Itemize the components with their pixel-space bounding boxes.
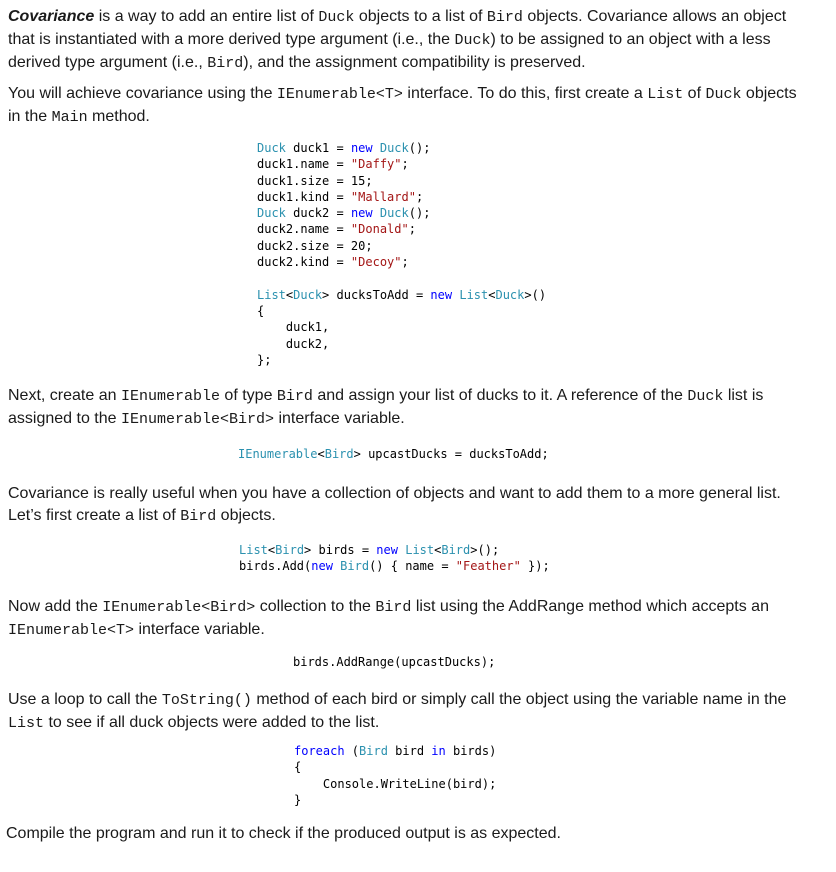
code-line: birds.AddRange(upcastDucks);	[293, 655, 496, 669]
paragraph-ienumerable-bird: Next, create an IEnumerable of type Bird and assign your list of ducks to it. A reference of the Duck list is assigned to the IEnumerable<Bird> interface variable.	[8, 387, 764, 428]
paragraph-loop: Use a loop to call the ToString() method of each bird or simply call the object using the variable name in the List to see if all duck objects were added to the list.	[8, 691, 787, 732]
code-line: duck2.kind = "Decoy";	[257, 255, 409, 270]
code-line: List<Duck> ducksToAdd = new List<Duck>()	[257, 287, 547, 302]
code-line: duck1.name = "Daffy";	[257, 157, 409, 172]
code-line: }	[294, 792, 302, 807]
code-line: duck2.size = 20;	[257, 238, 373, 253]
code-line: Duck duck2 = new Duck();	[257, 206, 431, 221]
code-block-duck-list	[257, 140, 546, 368]
code-line: IEnumerable<Bird> upcastDucks = ducksToAdd;	[238, 447, 549, 461]
code-block-foreach	[294, 743, 496, 808]
code-line: List<Bird> birds = new List<Bird>();	[239, 543, 500, 557]
paragraph-bird-list: Covariance is really useful when you have a collection of objects and want to add them to a more general list. Let’s first create a list of Bird objects.	[8, 485, 781, 525]
code-blank-line	[257, 270, 546, 286]
code-line: };	[257, 352, 272, 367]
code-block-birds	[239, 542, 550, 575]
code-line: duck2.name = "Donald";	[257, 222, 416, 237]
code-line: duck1.kind = "Mallard";	[257, 189, 424, 204]
code-line: Duck duck1 = new Duck();	[257, 141, 431, 155]
term-covariance: Covariance	[8, 8, 95, 25]
paragraph-compile: Compile the program and run it to check if the produced output is as expected.	[6, 825, 561, 842]
code-line: foreach (Bird bird in birds)	[294, 744, 497, 758]
paragraph-covariance-intro: Covariance is a way to add an entire list of Duck objects to a list of Bird objects. Covariance allows an object that is instantiated with a more derived type argument (i.e., the Duck) to be assigned to an object with a less derived type argument (i.e., Bird), and the assignment compatibility is preserved.	[8, 8, 787, 72]
code-line: {	[294, 760, 302, 775]
paragraph-addrange: Now add the IEnumerable<Bird> collection to the Bird list using the AddRange method which accepts an IEnumerable<T> interface variable.	[8, 598, 769, 639]
code-block-upcast	[238, 446, 549, 462]
code-line: {	[257, 303, 265, 318]
code-line: Console.WriteLine(bird);	[294, 776, 497, 791]
code-line: duck2,	[257, 336, 330, 351]
code-line: duck1,	[257, 320, 330, 335]
code-line: duck1.size = 15;	[257, 173, 373, 188]
paragraph-ienumerable: You will achieve covariance using the IEnumerable<T> interface. To do this, first create a List of Duck objects in the Main method.	[8, 85, 797, 126]
code-block-addrange	[293, 654, 495, 670]
code-line: birds.Add(new Bird() { name = "Feather" });	[239, 559, 550, 574]
